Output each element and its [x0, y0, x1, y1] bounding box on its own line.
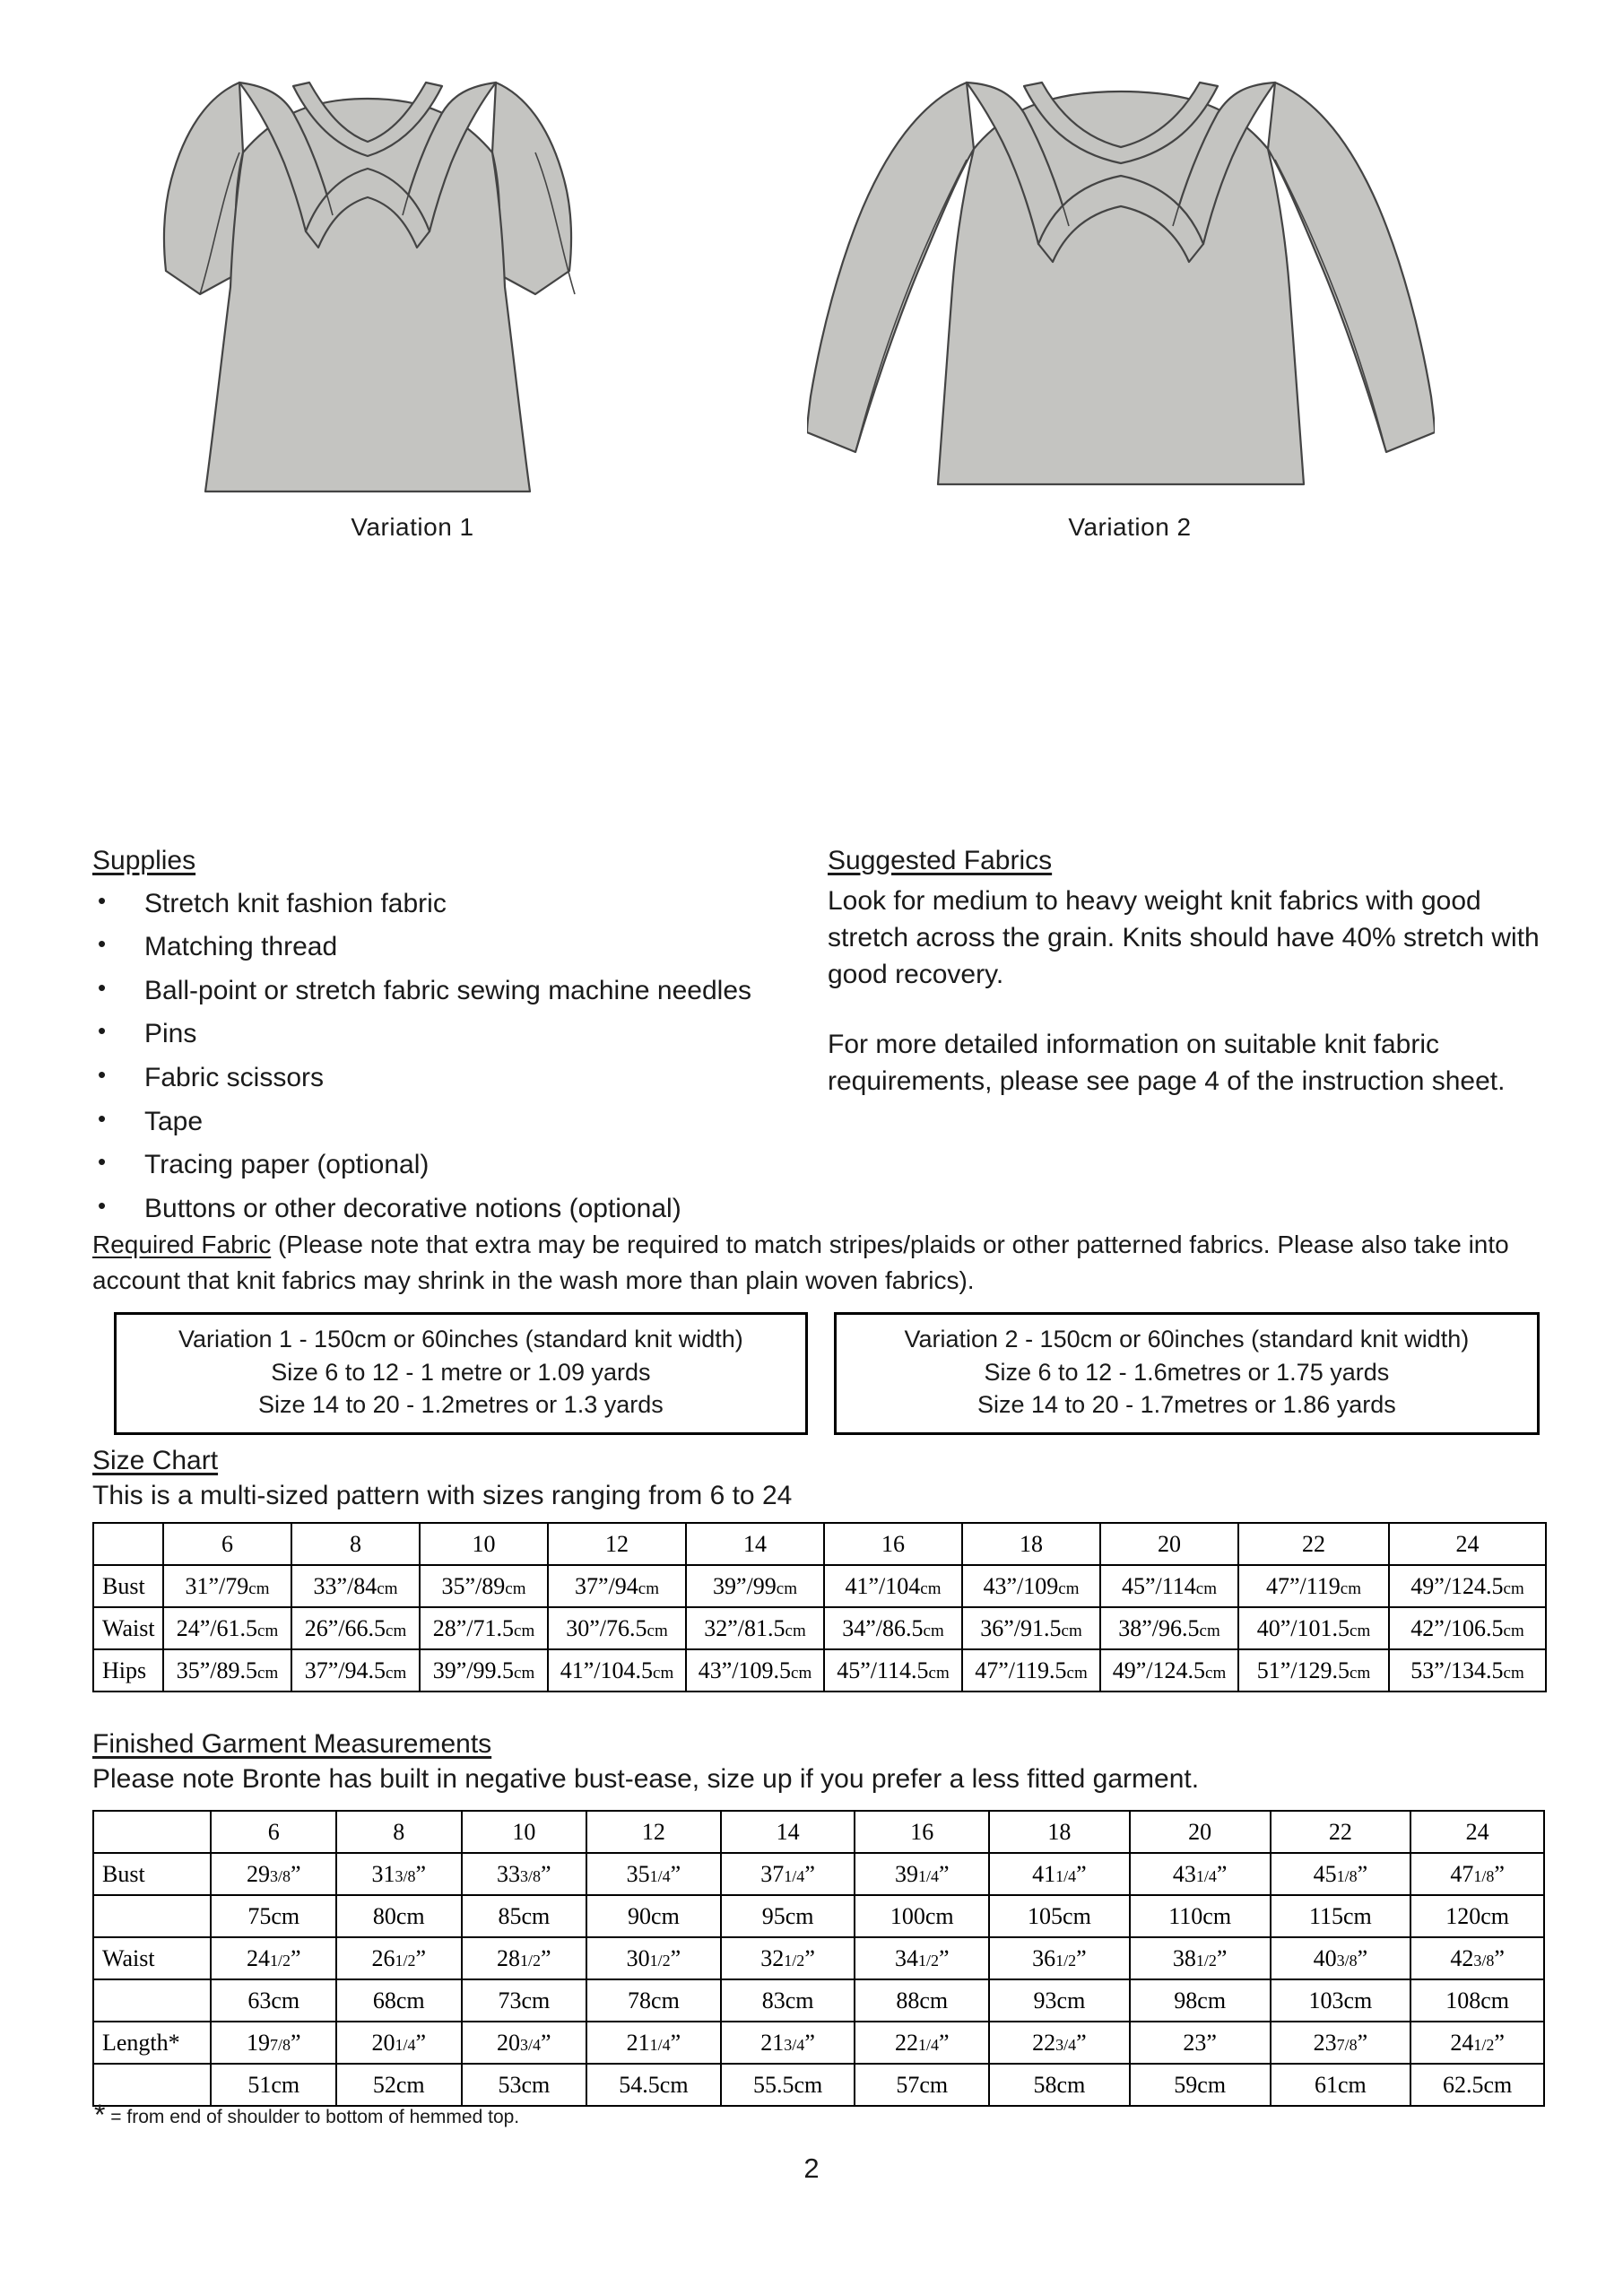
suggested-fabrics-paragraph: Look for medium to heavy weight knit fabrics with good stretch across the grain. Knits should have 40% stretch with good recovery. — [828, 885, 1540, 990]
table-header-row — [93, 1523, 1546, 1565]
cell: 31”/79cm — [163, 1565, 291, 1607]
cell: 78cm — [586, 1979, 721, 2022]
cell: 39”/99cm — [686, 1565, 824, 1607]
cell: 301/2” — [586, 1937, 721, 1979]
garment-measurements-heading: Finished Garment Measurements — [92, 1729, 492, 1759]
garment-illustrations — [0, 63, 1623, 834]
col-header: 20 — [1100, 1523, 1238, 1565]
col-header: 24 — [1410, 1811, 1544, 1853]
cell: 80cm — [336, 1895, 462, 1937]
cell: 237/8” — [1271, 2022, 1411, 2064]
fabric-box-line: Size 6 to 12 - 1.6metres or 1.75 yards — [984, 1358, 1390, 1386]
row-label: Bust — [93, 1853, 211, 1895]
cell: 37”/94.5cm — [291, 1649, 420, 1692]
col-header: 10 — [462, 1811, 587, 1853]
cell: 211/4” — [586, 2022, 721, 2064]
col-header: 10 — [420, 1523, 548, 1565]
cell: 223/4” — [989, 2022, 1130, 2064]
size-chart-heading: Size Chart — [92, 1446, 219, 1475]
variation-2-illustration — [807, 63, 1435, 511]
cell: 93cm — [989, 1979, 1130, 2022]
cell: 83cm — [721, 1979, 855, 2022]
variation-1-caption: Variation 1 — [351, 513, 474, 541]
col-header: 8 — [291, 1523, 420, 1565]
list-item: • Ball-point or stretch fabric sewing machine needles — [92, 970, 801, 1013]
cell: 43”/109cm — [962, 1565, 1100, 1607]
list-item: • Buttons or other decorative notions (optional) — [92, 1187, 801, 1231]
list-item: • Tracing paper (optional) — [92, 1144, 801, 1187]
cell: 51”/129.5cm — [1238, 1649, 1389, 1692]
garment-measurements-table — [92, 1810, 1545, 2107]
cell: 108cm — [1410, 1979, 1544, 2022]
list-item: • Fabric scissors — [92, 1057, 801, 1100]
cell: 371/4” — [721, 1853, 855, 1895]
cell: 51cm — [211, 2064, 336, 2106]
cell: 59cm — [1130, 2064, 1271, 2106]
footnote-text: = from end of shoulder to bottom of hemmed top. — [110, 2107, 520, 2127]
cell: 110cm — [1130, 1895, 1271, 1937]
garment-measurements-subtitle: Please note Bronte has built in negative bust-ease, size up if you prefer a less fitted garment. — [92, 1764, 1200, 1794]
table-row — [93, 1895, 1544, 1937]
cell: 26”/66.5cm — [291, 1607, 420, 1649]
table-row — [93, 1853, 1544, 1895]
fabric-box-line: Size 14 to 20 - 1.2metres or 1.3 yards — [258, 1391, 664, 1419]
cell: 471/8” — [1410, 1853, 1544, 1895]
table-row — [93, 1937, 1544, 1979]
cell: 333/8” — [462, 1853, 587, 1895]
row-label: Bust — [93, 1565, 163, 1607]
cell: 423/8” — [1410, 1937, 1544, 1979]
cell: 39”/99.5cm — [420, 1649, 548, 1692]
row-label: Waist — [93, 1937, 211, 1979]
cell: 41”/104.5cm — [548, 1649, 686, 1692]
cell: 52cm — [336, 2064, 462, 2106]
col-header: 12 — [548, 1523, 686, 1565]
fabric-box-title: Variation 1 - 150cm or 60inches (standard knit width) — [178, 1326, 743, 1352]
size-chart-header — [92, 1446, 1258, 1514]
cell: 120cm — [1410, 1895, 1544, 1937]
cell: 30”/76.5cm — [548, 1607, 686, 1649]
page-number: 2 — [803, 2152, 820, 2184]
col-header — [93, 1811, 211, 1853]
col-header: 6 — [211, 1811, 336, 1853]
suggested-fabrics-heading: Suggested Fabrics — [828, 846, 1053, 875]
fabric-box-title: Variation 2 - 150cm or 60inches (standard knit width) — [904, 1326, 1470, 1352]
cell: 403/8” — [1271, 1937, 1411, 1979]
cell: 95cm — [721, 1895, 855, 1937]
cell: 41”/104cm — [824, 1565, 962, 1607]
suggested-fabrics-paragraph: For more detailed information on suitable knit fabric requirements, please see page 4 of the instruction sheet. — [828, 1029, 1506, 1097]
col-header: 12 — [586, 1811, 721, 1853]
cell: 33”/84cm — [291, 1565, 420, 1607]
row-label: Waist — [93, 1607, 163, 1649]
cell: 391/4” — [855, 1853, 989, 1895]
cell: 73cm — [462, 1979, 587, 2022]
supplies-heading: Supplies — [92, 846, 196, 875]
cell: 62.5cm — [1410, 2064, 1544, 2106]
required-fabric-section — [92, 1227, 1545, 1299]
cell: 36”/91.5cm — [962, 1607, 1100, 1649]
cell: 37”/94cm — [548, 1565, 686, 1607]
cell: 53cm — [462, 2064, 587, 2106]
cell: 351/4” — [586, 1853, 721, 1895]
cell: 61cm — [1271, 2064, 1411, 2106]
cell: 32”/81.5cm — [686, 1607, 824, 1649]
col-header: 18 — [989, 1811, 1130, 1853]
supplies-list — [92, 883, 801, 1231]
col-header: 8 — [336, 1811, 462, 1853]
col-header: 20 — [1130, 1811, 1271, 1853]
table-row — [93, 1979, 1544, 2022]
size-chart-subtitle: This is a multi-sized pattern with sizes ranging from 6 to 24 — [92, 1481, 793, 1510]
cell: 115cm — [1271, 1895, 1411, 1937]
cell: 54.5cm — [586, 2064, 721, 2106]
cell: 53”/134.5cm — [1389, 1649, 1546, 1692]
col-header: 16 — [855, 1811, 989, 1853]
supplies-column — [92, 843, 801, 1231]
cell: 203/4” — [462, 2022, 587, 2064]
cell: 105cm — [989, 1895, 1130, 1937]
col-header: 18 — [962, 1523, 1100, 1565]
cell: 313/8” — [336, 1853, 462, 1895]
cell: 431/4” — [1130, 1853, 1271, 1895]
cell: 381/2” — [1130, 1937, 1271, 1979]
cell: 241/2” — [1410, 2022, 1544, 2064]
cell: 68cm — [336, 1979, 462, 2022]
cell: 85cm — [462, 1895, 587, 1937]
row-label — [93, 1895, 211, 1937]
fabric-box-line: Size 6 to 12 - 1 metre or 1.09 yards — [271, 1358, 651, 1386]
variation-2-figure — [807, 63, 1435, 542]
fabric-box-variation-2 — [834, 1312, 1540, 1435]
row-label: Hips — [93, 1649, 163, 1692]
cell: 241/2” — [211, 1937, 336, 1979]
cell: 281/2” — [462, 1937, 587, 1979]
cell: 42”/106.5cm — [1389, 1607, 1546, 1649]
col-header: 14 — [686, 1523, 824, 1565]
garment-measurements-header — [92, 1729, 1348, 1797]
cell: 63cm — [211, 1979, 336, 2022]
cell: 75cm — [211, 1895, 336, 1937]
list-item: • Matching thread — [92, 926, 801, 970]
table-row — [93, 1649, 1546, 1692]
cell: 23” — [1130, 2022, 1271, 2064]
cell: 43”/109.5cm — [686, 1649, 824, 1692]
table-row — [93, 1607, 1546, 1649]
cell: 90cm — [586, 1895, 721, 1937]
col-header: 16 — [824, 1523, 962, 1565]
required-fabric-note: (Please note that extra may be required to match stripes/plaids or other patterned fabrics. Please also take into account that knit fabrics may shrink in the wash more than plain woven fabrics). — [92, 1231, 1509, 1294]
fabric-requirement-boxes — [114, 1312, 1540, 1435]
suggested-fabrics-column — [828, 843, 1545, 1100]
cell: 213/4” — [721, 2022, 855, 2064]
table-header-row — [93, 1811, 1544, 1853]
cell: 47”/119.5cm — [962, 1649, 1100, 1692]
size-chart-table — [92, 1522, 1547, 1692]
cell: 201/4” — [336, 2022, 462, 2064]
col-header: 6 — [163, 1523, 291, 1565]
cell: 47”/119cm — [1238, 1565, 1389, 1607]
length-footnote — [94, 2099, 520, 2131]
cell: 58cm — [989, 2064, 1130, 2106]
cell: 45”/114.5cm — [824, 1649, 962, 1692]
cell: 103cm — [1271, 1979, 1411, 2022]
cell: 321/2” — [721, 1937, 855, 1979]
cell: 197/8” — [211, 2022, 336, 2064]
cell: 221/4” — [855, 2022, 989, 2064]
table-row — [93, 1565, 1546, 1607]
cell: 261/2” — [336, 1937, 462, 1979]
variation-1-figure — [157, 63, 623, 542]
list-item: • Pins — [92, 1013, 801, 1057]
list-item: • Tape — [92, 1100, 801, 1144]
row-label — [93, 1979, 211, 2022]
cell: 35”/89cm — [420, 1565, 548, 1607]
cell: 45”/114cm — [1100, 1565, 1238, 1607]
cell: 341/2” — [855, 1937, 989, 1979]
col-header: 22 — [1271, 1811, 1411, 1853]
col-header: 14 — [721, 1811, 855, 1853]
cell: 88cm — [855, 1979, 989, 2022]
cell: 100cm — [855, 1895, 989, 1937]
col-header — [93, 1523, 163, 1565]
table-row — [93, 2064, 1544, 2106]
fabric-box-line: Size 14 to 20 - 1.7metres or 1.86 yards — [977, 1391, 1396, 1419]
cell: 34”/86.5cm — [824, 1607, 962, 1649]
cell: 98cm — [1130, 1979, 1271, 2022]
row-label — [93, 2064, 211, 2106]
variation-1-illustration — [157, 63, 623, 511]
cell: 411/4” — [989, 1853, 1130, 1895]
cell: 49”/124.5cm — [1100, 1649, 1238, 1692]
asterisk-icon: * — [94, 2099, 106, 2131]
cell: 35”/89.5cm — [163, 1649, 291, 1692]
col-header: 24 — [1389, 1523, 1546, 1565]
cell: 57cm — [855, 2064, 989, 2106]
cell: 55.5cm — [721, 2064, 855, 2106]
cell: 361/2” — [989, 1937, 1130, 1979]
col-header: 22 — [1238, 1523, 1389, 1565]
cell: 38”/96.5cm — [1100, 1607, 1238, 1649]
cell: 49”/124.5cm — [1389, 1565, 1546, 1607]
table-row — [93, 2022, 1544, 2064]
row-label: Length* — [93, 2022, 211, 2064]
cell: 293/8” — [211, 1853, 336, 1895]
cell: 24”/61.5cm — [163, 1607, 291, 1649]
variation-2-caption: Variation 2 — [1068, 513, 1192, 541]
required-fabric-heading: Required Fabric — [92, 1231, 272, 1258]
cell: 451/8” — [1271, 1853, 1411, 1895]
list-item: • Stretch knit fashion fabric — [92, 883, 801, 926]
cell: 28”/71.5cm — [420, 1607, 548, 1649]
fabric-box-variation-1 — [114, 1312, 808, 1435]
cell: 40”/101.5cm — [1238, 1607, 1389, 1649]
